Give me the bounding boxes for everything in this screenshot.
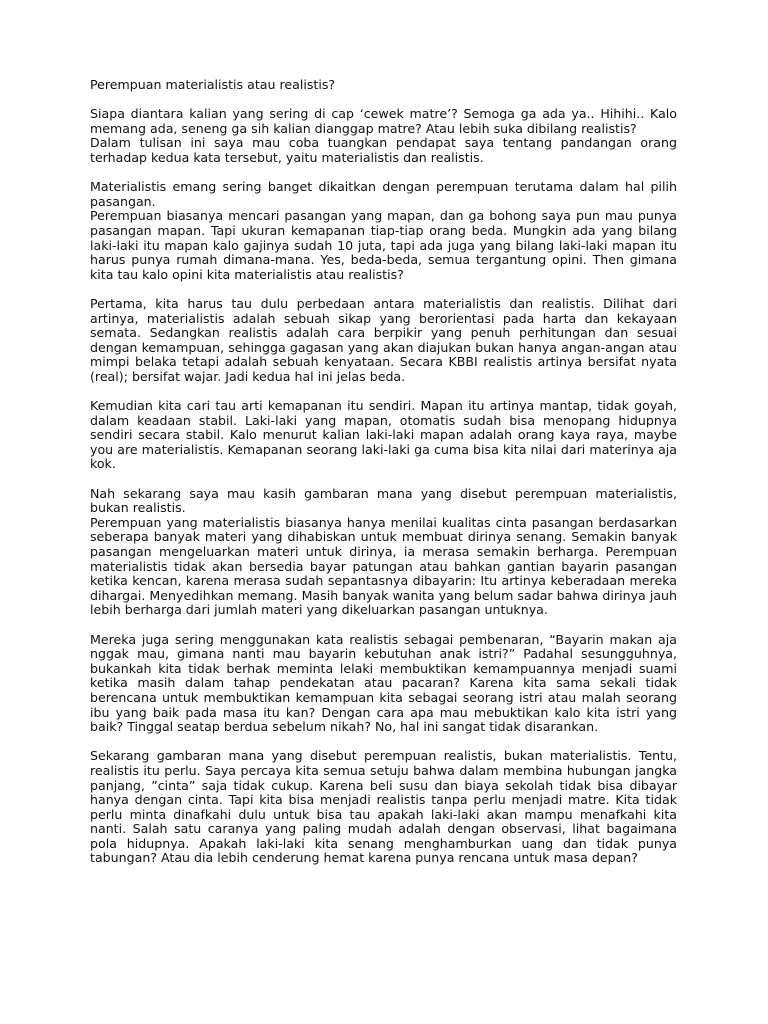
document-title: Perempuan materialistis atau realistis?: [90, 77, 336, 92]
paragraph: Kemudian kita cari tau arti kemapanan itu sendiri. Mapan itu artinya mantap, tidak goyah, dalam keadaan stabil. Laki-laki yang mapan, otomatis sudah bisa menopang hidupnya sendiri secara stabil. Kalo menurut kalian laki-laki mapan adalah orang kaya raya, maybe you are materialistis. Kemapanan seorang laki-laki ga cuma bisa kita nilai dari materinya aja kok.: [90, 398, 677, 472]
paragraph: Materialistis emang sering banget dikaitkan dengan perempuan terutama dalam hal pilih pasangan.: [90, 179, 677, 209]
paragraph: Nah sekarang saya mau kasih gambaran mana yang disebut perempuan materialistis, bukan realistis.: [90, 485, 677, 516]
paragraph: Dalam tulisan ini saya mau coba tuangkan pendapat saya tentang pandangan orang terhadap kedua kata tersebut, yaitu materialistis dan realistis.: [90, 135, 677, 165]
section-gambaran-realistis: [90, 749, 677, 866]
paragraph: Sekarang gambaran mana yang disebut perempuan realistis, bukan materialistis. Tentu, realistis itu perlu. Saya percaya kita semua setuju bahwa dalam membina hubungan jangka panjang, ”cinta” saja tidak cukup. Karena beli susu dan biaya sekolah tidak bisa dibayar hanya dengan cinta. Tapi kita bisa menjadi realistis tanpa perlu menjadi matre. Kita tidak perlu minta dinafkahi dulu untuk bisa tau apakah laki-laki akan mampu menafkahi kita nanti. Salah satu caranya yang paling mudah adalah dengan observasi, lihat bagaimana pola hidupnya. Apakah laki-laki kita senang menghamburkan uang dan tidak punya tabungan? Atau dia lebih cenderung hemat karena punya rencana untuk masa depan?: [90, 748, 677, 866]
document-page: [90, 78, 677, 881]
section-materialistis: [90, 180, 677, 282]
paragraph: Mereka juga sering menggunakan kata realistis sebagai pembenaran, “Bayarin makan aja nggak mau, gimana nanti mau bayarin kebutuhan anak istri?” Padahal sesungguhnya, bukankah kita tidak berhak meminta lelaki membuktikan kemampuannya menjadi suami ketika masih dalam tahap pendekatan atau pacaran? Karena kita sama sekali tidak berencana untuk membuktikan kemampuan kita sebagai seorang istri atau malah seorang ibu yang baik pada masa itu kan? Dengan cara apa mau mebuktikan kalo kita istri yang baik? Tinggal seatap berdua sebelum nikah? No, hal ini sangat tidak disarankan.: [90, 631, 677, 735]
section-intro: [90, 107, 677, 165]
section-kemapanan: [90, 399, 677, 472]
section-pertama: [90, 297, 677, 385]
paragraph: Perempuan biasanya mencari pasangan yang mapan, dan ga bohong saya pun mau punya pasangan mapan. Tapi ukuran kemapanan tiap-tiap orang beda. Mungkin ada yang bilang laki-laki itu mapan kalo gajinya sudah 10 juta, tapi ada juga yang bilang laki-laki mapan itu harus punya rumah dimana-mana. Yes, beda-beda, semua tergantung opini. Then gimana kita tau kalo opini kita materialistis atau realistis?: [90, 208, 677, 282]
section-pembenaran: [90, 633, 677, 735]
paragraph: Pertama, kita harus tau dulu perbedaan antara materialistis dan realistis. Dilihat dari artinya, materialistis adalah sebuah sikap yang berorientasi pada harta dan kekayaan semata. Sedangkan realistis adalah cara berpikir yang penuh perhitungan dan sesuai dengan kemampuan, sehingga gagasan yang akan diajukan bukan hanya angan-angan atau mimpi belaka tetapi adalah sebuah kenyataan. Secara KBBI realistis artinya bersifat nyata (real); bersifat wajar. Jadi kedua hal ini jelas beda.: [90, 295, 677, 384]
paragraph: Perempuan yang materialistis biasanya hanya menilai kualitas cinta pasangan berdasarkan seberapa banyak materi yang dihabiskan untuk membuat dirinya senang. Semakin banyak pasangan mengeluarkan materi untuk dirinya, ia merasa semakin berharga. Perempuan materialistis tidak akan bersedia bayar patungan atau bahkan gantian bayarin pasangan ketika kencan, karena merasa sudah sepantasnya dibayarin: Itu artinya keberadaan mereka dihargai. Menyedihkan memang. Masih banyak wanita yang belum sadar bahwa dirinya jauh lebih berharga dari jumlah materi yang dikeluarkan pasangan untuknya.: [90, 514, 677, 618]
paragraph: Siapa diantara kalian yang sering di cap ‘cewek matre’? Semoga ga ada ya.. Hihihi.. Kalo memang ada, seneng ga sih kalian dianggap matre? Atau lebih suka dibilang realistis?: [90, 106, 677, 136]
section-gambaran-materialistis: [90, 487, 677, 618]
